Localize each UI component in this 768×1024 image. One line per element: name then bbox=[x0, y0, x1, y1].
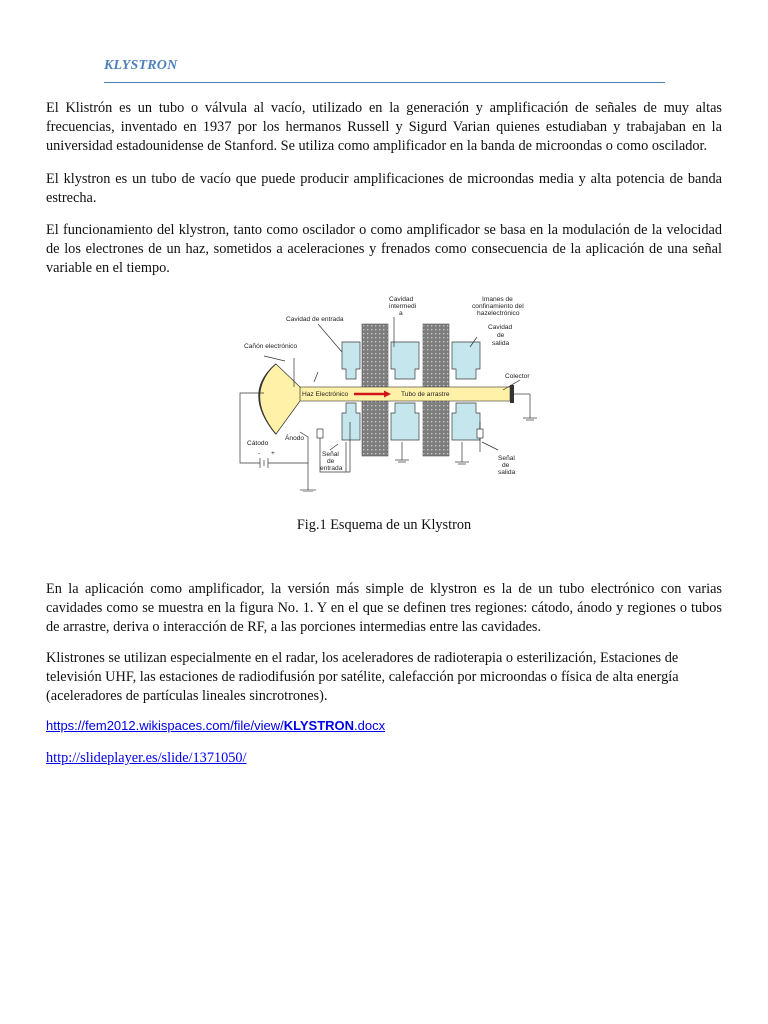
label-haz: Haz Electrónico bbox=[302, 391, 349, 398]
label-minus: - bbox=[258, 450, 261, 457]
label-plus: + bbox=[271, 450, 275, 457]
label-cavidad-salida-2: de bbox=[497, 332, 505, 339]
label-anodo: Ánodo bbox=[285, 435, 305, 442]
label-catodo: Cátodo bbox=[247, 440, 269, 447]
reference-link-wikispaces[interactable] bbox=[46, 718, 385, 733]
heading-rule bbox=[104, 82, 665, 83]
label-imanes-2: confinamiento del bbox=[472, 303, 524, 310]
intermediate-cavity-bottom bbox=[391, 403, 419, 440]
klystron-diagram-svg bbox=[234, 292, 544, 492]
intermediate-cavity-top bbox=[391, 342, 419, 379]
klystron-diagram bbox=[234, 292, 544, 492]
label-canon: Cañón electrónico bbox=[244, 343, 298, 350]
label-senal-entrada-3: entrada bbox=[320, 465, 343, 472]
label-cavidad-entrada: Cavidad de entrada bbox=[286, 316, 344, 323]
label-senal-salida: Señal bbox=[498, 455, 515, 462]
label-senal-entrada: Señal bbox=[322, 451, 339, 458]
label-senal-salida-3: salida bbox=[498, 469, 516, 476]
label-tubo: Tubo de arrastre bbox=[401, 391, 450, 398]
label-senal-salida-2: de bbox=[502, 462, 510, 469]
label-imanes-3: hazelectrónico bbox=[477, 310, 520, 317]
figure-caption: Fig.1 Esquema de un Klystron bbox=[296, 517, 472, 533]
label-imanes: Imanes de bbox=[482, 296, 513, 303]
label-senal-entrada-2: de bbox=[327, 458, 335, 465]
label-cavidad-intermedia-3: a bbox=[399, 310, 403, 317]
label-colector: Colector bbox=[505, 373, 530, 380]
label-cavidad-intermedia-2: intermedi bbox=[389, 303, 417, 310]
link1-suffix: .docx bbox=[354, 718, 386, 733]
paragraph-applications: Klistrones se utilizan especialmente en el radar, los aceleradores de radioterapia o esterilización, Estaciones de televisión UHF, las estaciones de radiodifusión por satélite, calefacción por microondas o física de alta energía (aceleradores de partículas lineales sincrotrones). bbox=[46, 650, 679, 704]
input-cavity-top bbox=[342, 342, 360, 379]
label-cavidad-salida-3: salida bbox=[492, 340, 510, 347]
label-cavidad-salida: Cavidad bbox=[488, 324, 513, 331]
input-cavity-bottom bbox=[342, 403, 360, 440]
link1-prefix: https://fem2012.wikispaces.com/file/view/ bbox=[46, 718, 284, 733]
collector bbox=[510, 385, 514, 403]
output-cavity-bottom bbox=[452, 403, 480, 440]
link1-bold: KLYSTRON bbox=[283, 718, 355, 733]
paragraph-intro: El Klistrón es un tubo o válvula al vacío, utilizado en la generación y amplificación de señales de muy altas frecuencias, inventado en 1937 por los hermanos Russell y Sigurd Varian quienes estudiaban y trabajaban en la universidad estadounidense de Stanford. Se utiliza como amplificador en la banda de microondas o como oscilador. bbox=[46, 100, 722, 154]
paragraph-operation: El funcionamiento del klystron, tanto como oscilador o como amplificador se basa en la modulación de la velocidad de los electrones de un haz, sometidos a aceleraciones y frenados como consecuencia de la aplicación de una señal variable en el tiempo. bbox=[46, 222, 722, 276]
paragraph-definition: El klystron es un tubo de vacío que puede producir amplificaciones de microondas media y alta potencia de banda estrecha. bbox=[46, 171, 722, 206]
output-cavity-top bbox=[452, 342, 480, 379]
reference-link-slideplayer[interactable]: http://slideplayer.es/slide/1371050/ bbox=[46, 750, 247, 766]
page-heading: KLYSTRON bbox=[104, 58, 178, 73]
label-cavidad-intermedia: Cavidad bbox=[389, 296, 414, 303]
paragraph-amplifier: En la aplicación como amplificador, la versión más simple de klystron es la de un tubo electrónico con varias cavidades como se muestra en la figura No. 1. Y en el que se definen tres regiones: cátodo, ánodo y regiones o tubos de arrastre, deriva o interacción de RF, a las porciones intermedias entre las cavidades. bbox=[46, 581, 722, 635]
